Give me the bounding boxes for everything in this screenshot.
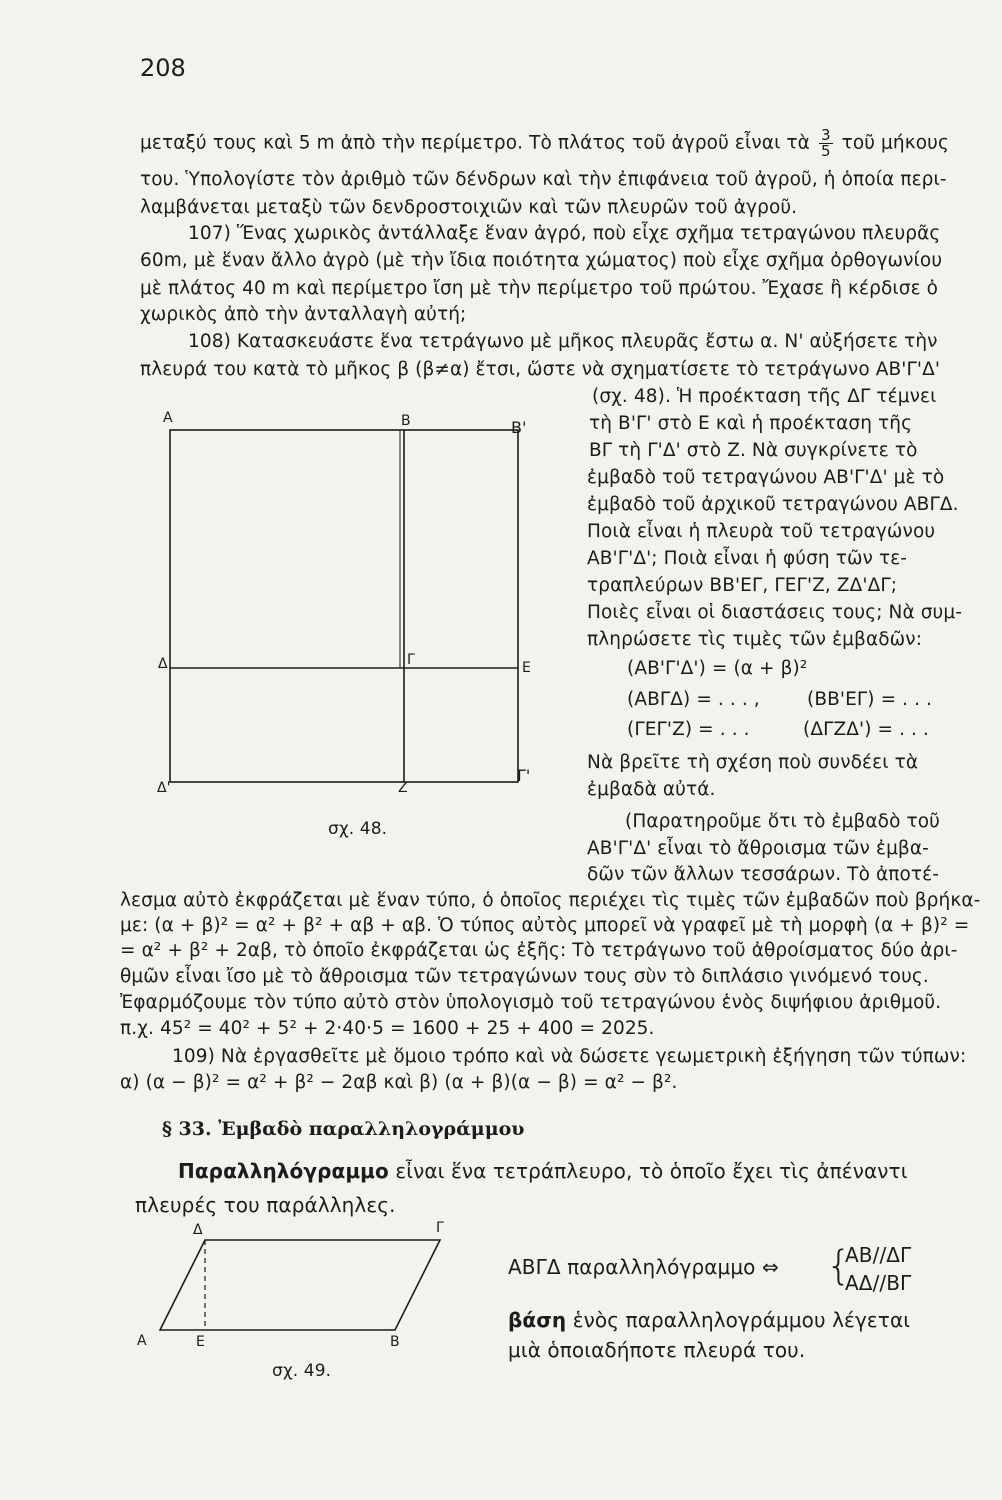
problem-108-line: 108) Κατασκευάστε ἕνα τετράγωνο μὲ μῆκος πλευρᾶς ἔστω α. Ν' αὐξήσετε τὴν bbox=[188, 331, 938, 352]
paragraph-line: ΑΒ'Γ'Δ' εἶναι τὸ ἄθροισμα τῶν ἐμβα- bbox=[587, 838, 929, 859]
label-D: Δ bbox=[158, 656, 168, 672]
paragraph-line: πληρώσετε τὶς τιμὲς τῶν ἐμβαδῶν: bbox=[587, 629, 923, 650]
label-E: Ε bbox=[196, 1334, 205, 1350]
label-D1: Δ' bbox=[157, 780, 171, 796]
equivalence-top: ΑΒ//ΔΓ bbox=[845, 1243, 912, 1267]
label-A: Α bbox=[163, 410, 173, 426]
paragraph-line: πλευρά του κατὰ τὸ μῆκος β (β≠α) ἔτσι, ὥστε νὰ σχηματίσετε τὸ τετράγωνο ΑΒ'Γ'Δ' bbox=[140, 359, 941, 380]
fraction: $\frac{3}{5}$ bbox=[820, 126, 831, 160]
paragraph-line: ἐμβαδὸ τοῦ τετραγώνου ΑΒ'Γ'Δ' μὲ τὸ bbox=[587, 467, 945, 488]
paragraph-line: = α² + β² + 2αβ, τὸ ὁποῖο ἐκφράζεται ὡς ἐξῆς: Τὸ τετράγωνο τοῦ ἀθροίσματος δύο ἀρι- bbox=[120, 940, 958, 961]
paragraph-line: Ἐφαρμόζουμε τὸν τύπο αὐτὸ στὸν ὑπολογισμὸ τοῦ τετραγώνου ἑνὸς διψήφιου ἀριθμοῦ. bbox=[120, 992, 942, 1013]
definition-line: πλευρές του παράλληλες. bbox=[135, 1193, 396, 1217]
paragraph-line: π.χ. 45² = 40² + 5² + 2·40·5 = 1600 + 25 + 400 = 2025. bbox=[120, 1018, 655, 1039]
paragraph-line: χωρικὸς ἀπὸ τὴν ἀνταλλαγὴ αὐτή; bbox=[140, 304, 467, 325]
figure-49-caption: σχ. 49. bbox=[272, 1361, 332, 1381]
paragraph-line: α) (α − β)² = α² + β² − 2αβ καὶ β) (α + β)(α − β) = α² − β². bbox=[120, 1072, 678, 1093]
parallelogram-abgd bbox=[160, 1240, 440, 1330]
section-title: § 33. Ἐμβαδὸ παραλληλογράμμου bbox=[162, 1118, 525, 1140]
label-D: Δ bbox=[193, 1222, 203, 1238]
paragraph-line: δῶν τῶν ἄλλων τεσσάρων. Τὸ ἀποτέ- bbox=[587, 864, 940, 885]
label-E: Ε bbox=[522, 660, 531, 676]
paragraph-line: με: (α + β)² = α² + β² + αβ + αβ. Ὁ τύπος αὐτὸς μπορεῖ νὰ γραφεῖ μὲ τὴ μορφὴ (α + β)² = bbox=[120, 915, 970, 936]
formula-line: (ΑΒ'Γ'Δ') = (α + β)² bbox=[627, 658, 808, 679]
formula-line: (ΔΓΖΔ') = . . . bbox=[803, 719, 929, 740]
paragraph-line: (σχ. 48). Ἡ προέκταση τῆς ΔΓ τέμνει bbox=[592, 386, 937, 407]
paragraph-line: λεσμα αὐτὸ ἐκφράζεται μὲ ἕναν τύπο, ὁ ὁποῖος περιέχει τὶς τιμὲς τῶν ἐμβαδῶν ποὺ βρήκα- bbox=[120, 890, 981, 911]
label-A: Α bbox=[137, 1333, 147, 1349]
label-Z: Ζ bbox=[398, 780, 408, 796]
page-number: 208 bbox=[140, 54, 186, 82]
paragraph-line: θμῶν εἶναι ἴσο μὲ τὸ ἄθροισμα τῶν τετραγώνων τους σὺν τὸ διπλάσιο γινόμενό τους. bbox=[120, 966, 929, 987]
brace: { bbox=[826, 1243, 852, 1289]
definition-line: Παραλληλόγραμμο εἶναι ἕνα τετράπλευρο, τὸ ὁποῖο ἔχει τὶς ἀπέναντι bbox=[178, 1159, 908, 1183]
label-G: Γ bbox=[436, 1220, 444, 1236]
paragraph-line: 60m, μὲ ἕναν ἄλλο ἀγρὸ (μὲ τὴν ἴδια ποιότητα χώματος) ποὺ εἶχε σχῆμα ὀρθογωνίου bbox=[140, 250, 943, 271]
paragraph-line: μὲ πλάτος 40 m καὶ περίμετρο ἴση μὲ τὴν περίμετρο τοῦ πρώτου. Ἔχασε ἢ κέρδισε ὁ bbox=[140, 278, 939, 299]
paragraph-line: τραπλεύρων ΒΒ'ΕΓ, ΓΕΓ'Ζ, ΖΔ'ΔΓ; bbox=[587, 575, 898, 596]
defined-term: Παραλληλόγραμμο bbox=[178, 1159, 389, 1183]
equivalence-bottom: ΑΔ//ΒΓ bbox=[845, 1271, 912, 1295]
problem-109-line: 109) Νὰ ἐργασθεῖτε μὲ ὅμοιο τρόπο καὶ νὰ δώσετε γεωμετρικὴ ἐξήγηση τῶν τύπων: bbox=[172, 1046, 967, 1067]
paragraph-line: ΑΒ'Γ'Δ'; Ποιὰ εἶναι ἡ φύση τῶν τε- bbox=[587, 548, 908, 569]
paragraph-line: μεταξύ τους καὶ 5 m ἀπὸ τὴν περίμετρο. Τὸ πλάτος τοῦ ἀγροῦ εἶναι τὰ $\frac{3}{5}$ τοῦ μήκους bbox=[140, 126, 949, 160]
square-ab1g1d1 bbox=[170, 430, 518, 782]
paragraph-line: του. Ὑπολογίστε τὸν ἀριθμὸ τῶν δένδρων καὶ τὴν ἐπιφάνεια τοῦ ἀγροῦ, ἡ ὁποία περι- bbox=[140, 169, 947, 190]
definition-line: μιὰ ὁποιαδήποτε πλευρά του. bbox=[508, 1338, 806, 1362]
definition-line: βάση ἑνὸς παραλληλογράμμου λέγεται bbox=[508, 1308, 911, 1332]
paragraph-line: Ποιὲς εἶναι οἱ διαστάσεις τους; Νὰ συμ- bbox=[587, 602, 962, 623]
paragraph-line: ἐμβαδὸ τοῦ ἀρχικοῦ τετραγώνου ΑΒΓΔ. bbox=[587, 494, 959, 515]
defined-term: βάση bbox=[508, 1308, 567, 1332]
label-G1: Γ' bbox=[517, 766, 531, 785]
formula-line: (ΓΕΓ'Ζ) = . . . bbox=[627, 719, 750, 740]
paragraph-line: λαμβάνεται μεταξὺ τῶν δενδροστοιχιῶν καὶ τῶν πλευρῶν τοῦ ἀγροῦ. bbox=[140, 197, 798, 218]
formula-line: (ΑΒΓΔ) = . . . , bbox=[627, 689, 760, 710]
paragraph-line: Νὰ βρεῖτε τὴ σχέση ποὺ συνδέει τὰ bbox=[587, 752, 919, 773]
label-B: Β bbox=[401, 413, 411, 429]
paragraph-line: ΒΓ τὴ Γ'Δ' στὸ Ζ. Νὰ συγκρίνετε τὸ bbox=[589, 440, 918, 461]
paragraph-line: ἐμβαδὰ αὐτά. bbox=[587, 779, 716, 800]
paragraph-line: τὴ Β'Γ' στὸ Ε καὶ ἡ προέκταση τῆς bbox=[589, 413, 913, 434]
figure-48-caption: σχ. 48. bbox=[328, 819, 388, 839]
label-B: Β bbox=[390, 1334, 400, 1350]
equivalence-left: ΑΒΓΔ παραλληλόγραμμο ⇔ bbox=[508, 1255, 779, 1279]
label-G: Γ bbox=[407, 652, 415, 668]
paragraph-line: (Παρατηροῦμε ὅτι τὸ ἐμβαδὸ τοῦ bbox=[625, 811, 940, 832]
label-B1: Β' bbox=[511, 418, 527, 437]
paragraph-line: Ποιὰ εἶναι ἡ πλευρὰ τοῦ τετραγώνου bbox=[587, 521, 936, 542]
problem-107-line: 107) Ἕνας χωρικὸς ἀντάλλαξε ἕναν ἀγρό, ποὺ εἶχε σχῆμα τετραγώνου πλευρᾶς bbox=[188, 223, 941, 244]
formula-line: (ΒΒ'ΕΓ) = . . . bbox=[807, 689, 933, 710]
